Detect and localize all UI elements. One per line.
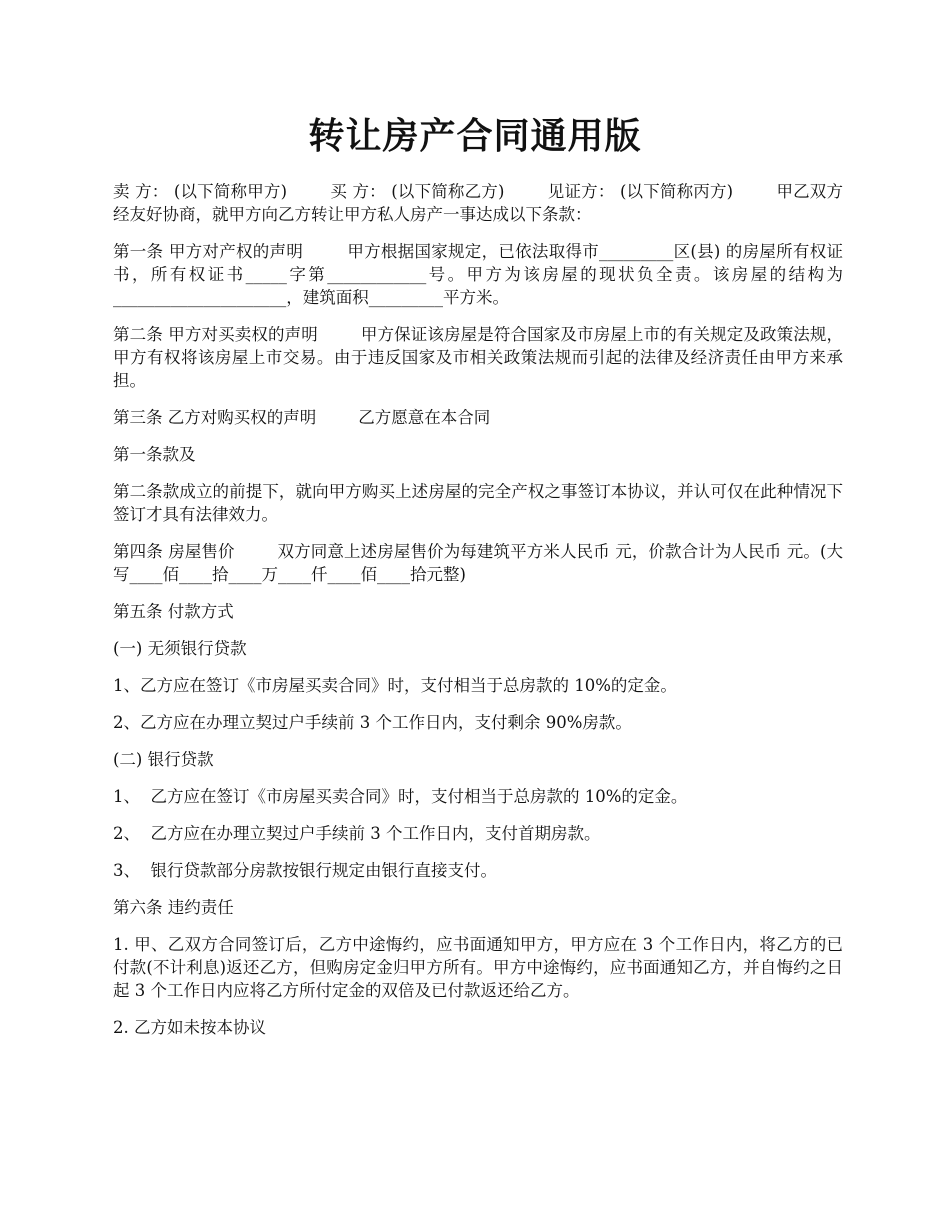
paragraph-article-4: 第四条 房屋售价 双方同意上述房屋售价为每建筑平方米人民币 元，价款合计为人民币 元。(大写____佰____拾____万____仟____佰____拾元整) <box>113 542 843 584</box>
paragraph-clause-2-ref: 第二条款成立的前提下，就向甲方购买上述房屋的完全产权之事签订本协议，并认可仅在此种情况下签订才具有法律效力。 <box>113 482 843 524</box>
paragraph-no-loan-item-2: 2、乙方应在办理立契过户手续前 3 个工作日内，支付剩余 90%房款。 <box>113 713 632 732</box>
paragraph-loan-item-1: 1、 乙方应在签订《市房屋买卖合同》时，支付相当于总房款的 10%的定金。 <box>113 787 688 806</box>
paragraph-breach-2: 2. 乙方如未按本协议 <box>113 1018 266 1037</box>
paragraph-article-3: 第三条 乙方对购买权的声明 乙方愿意在本合同 <box>113 408 491 427</box>
paragraph-breach-1: 1. 甲、乙双方合同签订后，乙方中途悔约，应书面通知甲方，甲方应在 3 个工作日内，将乙方的已付款(不计利息)返还乙方，但购房定金归甲方所有。甲方中途悔约，应书面通知乙方，并自悔约之日起 3 个工作日内应将乙方所付定金的双倍及已付款返还给乙方。 <box>113 935 843 1000</box>
paragraph-loan-item-2: 2、 乙方应在办理立契过户手续前 3 个工作日内，支付首期房款。 <box>113 824 601 843</box>
paragraph-article-6: 第六条 违约责任 <box>113 898 234 917</box>
paragraph-loan-heading: (二) 银行贷款 <box>113 750 214 769</box>
paragraph-no-loan-heading: (一) 无须银行贷款 <box>113 639 247 658</box>
paragraph-clause-1-ref: 第一条款及 <box>113 445 196 464</box>
document-body <box>113 180 849 1053</box>
paragraph-parties: 卖 方： (以下简称甲方) 买 方： (以下简称乙方) 见证方： (以下简称丙方) 甲乙双方经友好协商，就甲方向乙方转让甲方私人房产一事达成以下条款： <box>113 182 843 224</box>
paragraph-article-2: 第二条 甲方对买卖权的声明 甲方保证该房屋是符合国家及市房屋上市的有关规定及政策法规，甲方有权将该房屋上市交易。由于违反国家及市相关政策法规而引起的法律及经济责任由甲方来承担。 <box>113 325 843 390</box>
document-title: 转让房产合同通用版 <box>308 115 642 157</box>
paragraph-article-5: 第五条 付款方式 <box>113 602 234 621</box>
paragraph-loan-item-3: 3、 银行贷款部分房款按银行规定由银行直接支付。 <box>113 861 497 880</box>
paragraph-no-loan-item-1: 1、乙方应在签订《市房屋买卖合同》时，支付相当于总房款的 10%的定金。 <box>113 676 677 695</box>
paragraph-article-1: 第一条 甲方对产权的声明 甲方根据国家规定，已依法取得市_________区(县) 的房屋所有权证书，所有权证书_____字第____________号。甲方为该房屋的现状负全责。该房屋的结构为 _____________________，建筑面积_________平方米。 <box>113 242 849 307</box>
